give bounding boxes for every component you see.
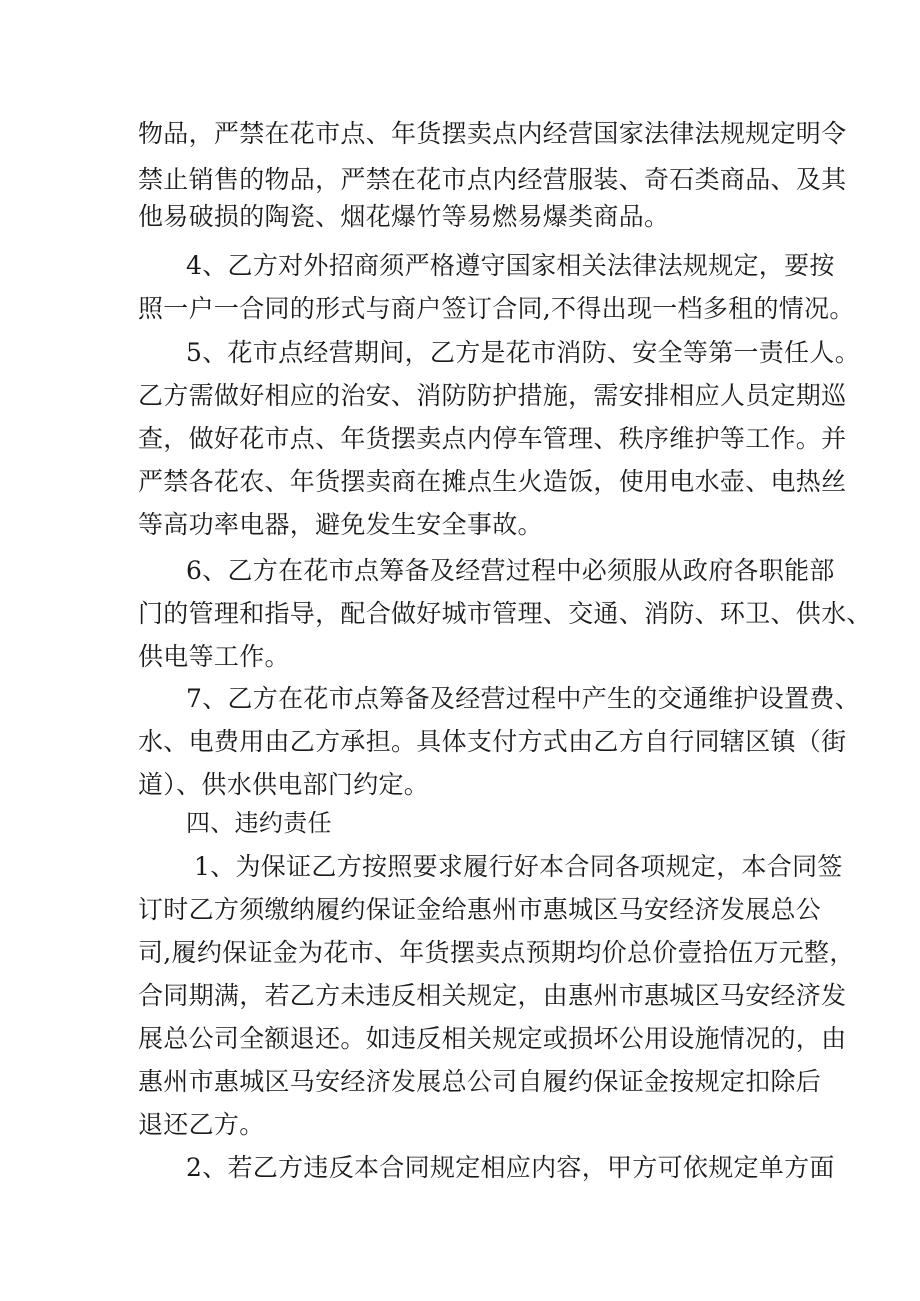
text-line: 供电等工作。: [138, 642, 290, 671]
text-line: 退还乙方。: [138, 1110, 265, 1139]
section-heading: 四、违约责任: [186, 809, 332, 837]
text-line: 等高功率电器，避免发生安全事故。: [138, 510, 543, 539]
text-line: 合同期满，若乙方未违反相关规定，由惠州市惠城区马安经济发: [138, 981, 847, 1010]
text-line: 水、电费用由乙方承担。具体支付方式由乙方自行同辖区镇（街: [138, 727, 847, 756]
paragraph-start-line: 7、乙方在花市点筹备及经营过程中产生的交通维护设置费、: [186, 684, 861, 713]
text-line: 展总公司全额退还。如违反相关规定或损坏公用设施情况的，由: [138, 1024, 847, 1053]
paragraph-start-line: 6、乙方在花市点筹备及经营过程中必须服从政府各职能部: [186, 556, 835, 585]
text-line: 照一户一合同的形式与商户签订合同,不得出现一档多租的情况。: [138, 294, 855, 323]
text-line: 乙方需做好相应的治安、消防防护措施，需安排相应人员定期巡: [138, 381, 847, 410]
text-line: 严禁各花农、年货摆卖商在摊点生火造饭，使用电水壶、电热丝: [138, 467, 847, 496]
text-line: 订时乙方须缴纳履约保证金给惠州市惠城区马安经济发展总公: [138, 895, 822, 924]
text-line: 物品，严禁在花市点、年货摆卖点内经营国家法律法规规定明令: [138, 119, 847, 148]
paragraph-start-line: 5、花市点经营期间，乙方是花市消防、安全等第一责任人。: [186, 338, 861, 367]
text-line: 门的管理和指导，配合做好城市管理、交通、消防、环卫、供水、: [138, 599, 872, 628]
text-line: 道）、供水供电部门约定。: [138, 770, 430, 799]
paragraph-start-line: 2、若乙方违反本合同规定相应内容，甲方可依规定单方面: [186, 1153, 835, 1182]
text-line: 惠州市惠城区马安经济发展总公司自履约保证金按规定扣除后: [138, 1067, 822, 1096]
text-line: 禁止销售的物品，严禁在花市点内经营服装、奇石类商品、及其: [138, 165, 847, 194]
text-line: 司,履约保证金为花市、年货摆卖点预期均价总价壹拾伍万元整，: [138, 938, 855, 967]
text-line: 查，做好花市点、年货摆卖点内停车管理、秩序维护等工作。并: [138, 424, 847, 453]
paragraph-start-line: 4、乙方对外招商须严格遵守国家相关法律法规规定，要按: [186, 251, 835, 280]
text-line: 他易破损的陶瓷、烟花爆竹等易燃易爆类商品。: [138, 202, 670, 231]
paragraph-start-line: 1、为保证乙方按照要求履行好本合同各项规定，本合同签: [194, 852, 843, 881]
